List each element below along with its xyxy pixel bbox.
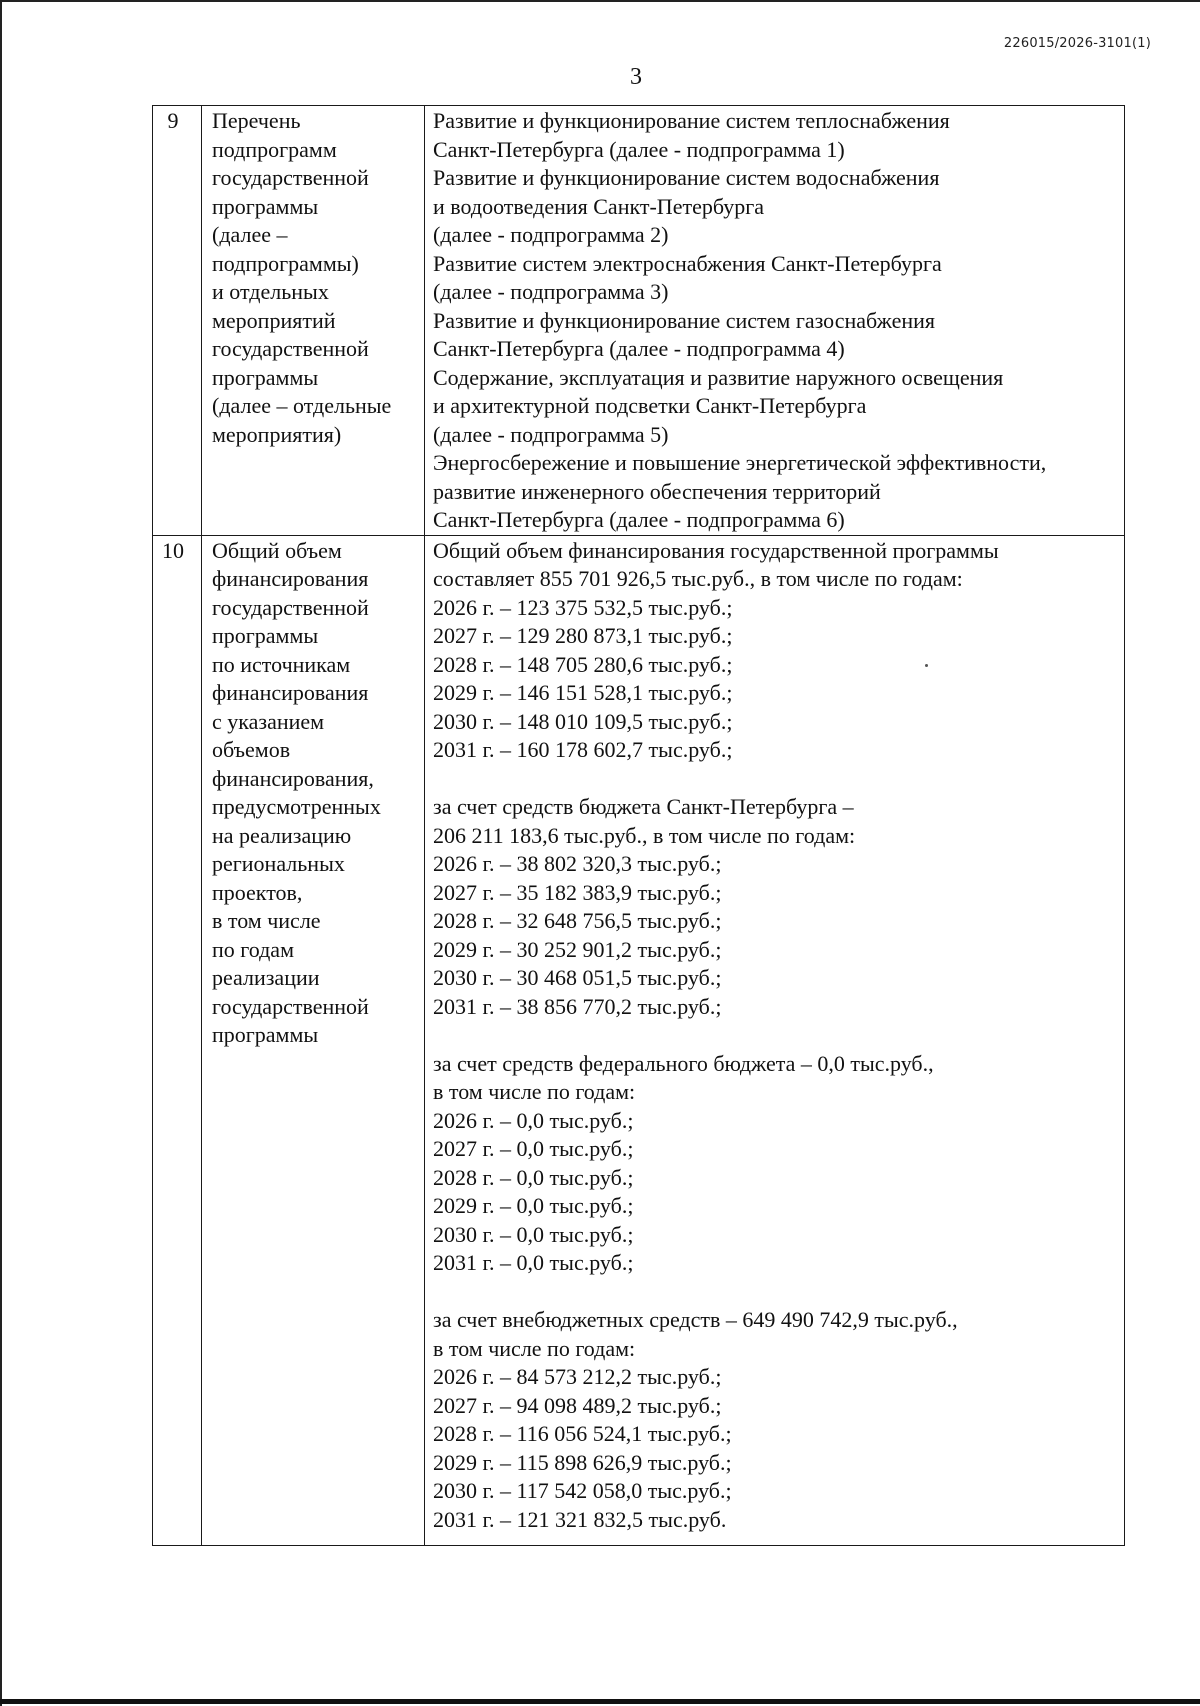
text-line: 2030 г. – 30 468 051,5 тыс.руб.; bbox=[433, 965, 722, 990]
text-line: финансирования bbox=[212, 566, 369, 591]
text-line: 2029 г. – 115 898 626,9 тыс.руб.; bbox=[433, 1449, 732, 1475]
scan-bottom-edge bbox=[0, 1699, 1200, 1704]
text-line: государственной bbox=[212, 165, 369, 190]
scan-left-edge bbox=[0, 0, 2, 1706]
text-line: 2030 г. – 0,0 тыс.руб.; bbox=[433, 1221, 634, 1247]
text-line: в том числе по годам: bbox=[433, 1335, 636, 1361]
text-line: Санкт-Петербурга (далее - подпрограмма 1) bbox=[433, 136, 845, 162]
text-line: и водоотведения Санкт-Петербурга bbox=[433, 193, 764, 219]
text-line: (далее - подпрограмма 5) bbox=[433, 421, 669, 447]
text-line: мероприятия) bbox=[212, 421, 342, 447]
text-line: реализации bbox=[212, 965, 320, 990]
text-line: в том числе по годам: bbox=[433, 1079, 636, 1104]
text-line: подпрограммы) bbox=[212, 250, 359, 276]
text-line: 2031 г. – 0,0 тыс.руб.; bbox=[433, 1250, 634, 1275]
text-line: с указанием bbox=[212, 708, 325, 734]
text-line: 2028 г. – 32 648 756,5 тыс.руб.; bbox=[433, 908, 722, 933]
text-line: проектов, bbox=[212, 879, 303, 905]
text-line: финансирования, bbox=[212, 765, 374, 791]
text-line: 2026 г. – 0,0 тыс.руб.; bbox=[433, 1107, 634, 1133]
text-line: Санкт-Петербурга (далее - подпрограмма 6) bbox=[433, 507, 845, 532]
text-line: (далее - подпрограмма 2) bbox=[433, 222, 669, 247]
blank-line bbox=[433, 1278, 1120, 1307]
text-line: 2030 г. – 117 542 058,0 тыс.руб.; bbox=[433, 1478, 732, 1503]
text-line: государственной bbox=[212, 336, 369, 361]
text-line: Развитие и функционирование систем теплоснабжения bbox=[433, 108, 950, 133]
text-line: 206 211 183,6 тыс.руб., в том числе по годам: bbox=[433, 822, 856, 848]
text-line: 2029 г. – 146 151 528,1 тыс.руб.; bbox=[433, 680, 733, 705]
blank-line bbox=[433, 1021, 1120, 1050]
page-number: 3 bbox=[630, 64, 642, 90]
text-line: объемов bbox=[212, 737, 291, 762]
text-line: программы bbox=[212, 364, 319, 390]
text-line: программы bbox=[212, 1022, 319, 1047]
text-line: (далее – отдельные bbox=[212, 393, 392, 418]
text-line: мероприятий bbox=[212, 307, 336, 333]
scan-speck bbox=[925, 664, 928, 667]
text-line: 2028 г. – 0,0 тыс.руб.; bbox=[433, 1164, 634, 1190]
text-line: 2028 г. – 116 056 524,1 тыс.руб.; bbox=[433, 1421, 732, 1446]
table-row-10 bbox=[153, 535, 1125, 1545]
row-value-cell bbox=[425, 535, 1125, 1545]
text-line: развитие инженерного обеспечения территорий bbox=[433, 478, 881, 504]
text-line: и отдельных bbox=[212, 279, 329, 304]
text-line: Содержание, эксплуатация и развитие наружного освещения bbox=[433, 364, 1004, 390]
text-line: 2026 г. – 84 573 212,2 тыс.руб.; bbox=[433, 1364, 722, 1389]
text-line: 2027 г. – 129 280 873,1 тыс.руб.; bbox=[433, 623, 733, 648]
text-line: за счет средств бюджета Санкт-Петербурга – bbox=[433, 794, 854, 819]
text-line: по источникам bbox=[212, 651, 351, 677]
text-line: 2031 г. – 38 856 770,2 тыс.руб.; bbox=[433, 993, 722, 1019]
text-line: 2031 г. – 121 321 832,5 тыс.руб. bbox=[433, 1506, 727, 1532]
text-line: 2027 г. – 0,0 тыс.руб.; bbox=[433, 1136, 634, 1161]
text-line: 2030 г. – 148 010 109,5 тыс.руб.; bbox=[433, 708, 733, 734]
row-name-cell bbox=[202, 106, 425, 536]
text-line: составляет 855 701 926,5 тыс.руб., в том числе по годам: bbox=[433, 566, 963, 591]
text-line: за счет внебюджетных средств – 649 490 742,9 тыс.руб., bbox=[433, 1307, 958, 1332]
text-line: Энергосбережение и повышение энергетической эффективности, bbox=[433, 450, 1047, 475]
passport-table bbox=[152, 105, 1125, 1546]
text-line: по годам bbox=[212, 936, 294, 962]
row-number-cell: 10 bbox=[153, 535, 202, 1545]
text-line: государственной bbox=[212, 594, 369, 620]
text-line: подпрограмм bbox=[212, 136, 337, 162]
row-value-cell bbox=[425, 106, 1125, 536]
text-line: 2026 г. – 123 375 532,5 тыс.руб.; bbox=[433, 594, 733, 620]
text-line: Развитие систем электроснабжения Санкт-Петербурга bbox=[433, 250, 942, 276]
text-line: 2029 г. – 0,0 тыс.руб.; bbox=[433, 1193, 634, 1218]
text-line: на реализацию bbox=[212, 822, 352, 848]
row-name-cell bbox=[202, 535, 425, 1545]
text-line: 2029 г. – 30 252 901,2 тыс.руб.; bbox=[433, 936, 722, 962]
scan-top-edge bbox=[0, 0, 1200, 2]
text-line: предусмотренных bbox=[212, 794, 381, 819]
text-line: государственной bbox=[212, 993, 369, 1019]
text-line: программы bbox=[212, 193, 319, 219]
text-line: 2031 г. – 160 178 602,7 тыс.руб.; bbox=[433, 737, 733, 762]
text-line: программы bbox=[212, 623, 319, 648]
text-line: и архитектурной подсветки Санкт-Петербурга bbox=[433, 393, 867, 418]
text-line: региональных bbox=[212, 851, 345, 876]
text-line: 2027 г. – 35 182 383,9 тыс.руб.; bbox=[433, 879, 722, 905]
blank-line bbox=[433, 765, 1120, 794]
table-row-9 bbox=[153, 106, 1125, 536]
document-id: 226015/2026-3101(1) bbox=[1003, 36, 1151, 51]
text-line: Общий объем финансирования государственной программы bbox=[433, 537, 999, 563]
text-line: за счет средств федерального бюджета – 0,0 тыс.руб., bbox=[433, 1050, 934, 1076]
text-line: 2028 г. – 148 705 280,6 тыс.руб.; bbox=[433, 651, 733, 677]
text-line: 2027 г. – 94 098 489,2 тыс.руб.; bbox=[433, 1392, 722, 1418]
text-line: Общий объем bbox=[212, 537, 342, 563]
text-line: 2026 г. – 38 802 320,3 тыс.руб.; bbox=[433, 851, 722, 876]
text-line: Развитие и функционирование систем водоснабжения bbox=[433, 165, 940, 190]
text-line: Развитие и функционирование систем газоснабжения bbox=[433, 307, 936, 333]
text-line: (далее – bbox=[212, 222, 288, 247]
text-line: в том числе bbox=[212, 908, 321, 933]
row-number-cell: 9 bbox=[153, 106, 202, 536]
text-line: финансирования bbox=[212, 680, 369, 705]
text-line: (далее - подпрограмма 3) bbox=[433, 279, 669, 304]
text-line: Санкт-Петербурга (далее - подпрограмма 4) bbox=[433, 336, 845, 361]
text-line: Перечень bbox=[212, 108, 301, 133]
